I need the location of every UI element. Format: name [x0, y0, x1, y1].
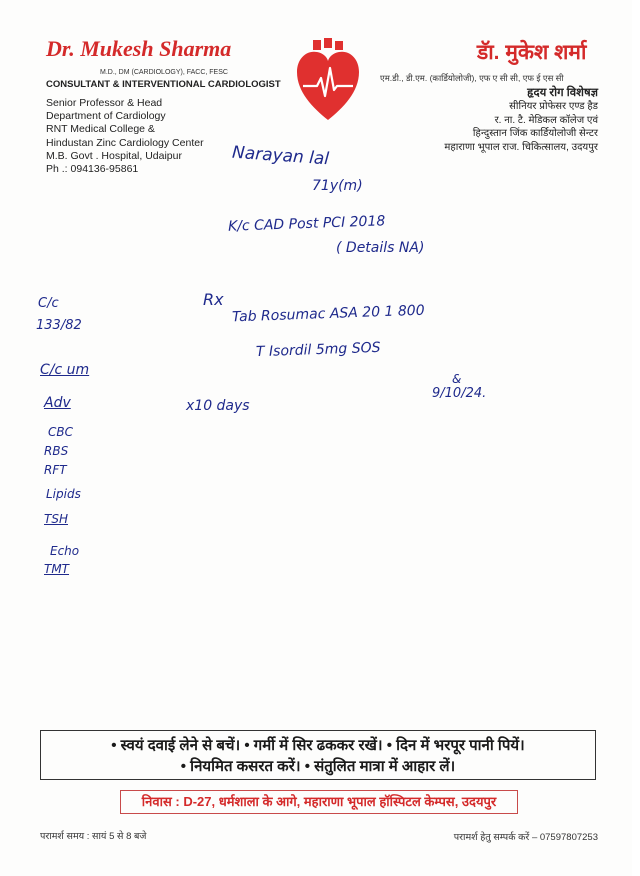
patient-age: 71y(m): [312, 178, 363, 194]
rx-duration: x10 days: [186, 398, 250, 414]
detail-line-hindi: हिन्दुस्तान जिंक कार्डियोलोजी सेन्टर: [472, 128, 598, 140]
heart-ecg-icon: [293, 38, 363, 122]
doctor-name-english: Dr. Mukesh Sharma: [46, 36, 232, 61]
diagnosis: K/c CAD Post PCI 2018: [227, 213, 386, 235]
advice-line: • नियमित कसरत करें। • संतुलित मात्रा में आहार लें।: [180, 758, 456, 775]
doctor-role: CONSULTANT & INTERVENTIONAL CARDIOLOGIST: [46, 79, 281, 90]
page-margin: [632, 0, 640, 876]
diagnosis-details: ( Details NA): [336, 240, 425, 256]
detail-line: RNT Medical College &: [46, 123, 155, 136]
rx-ampersand: &: [452, 372, 462, 386]
doctor-qualifications-hindi: एम.डी., डी.एम. (कार्डियोलोजी), एफ ए सी सी, एफ ई एस सी: [380, 73, 564, 83]
phone-line: Ph .: 094136-95861: [46, 163, 139, 176]
test-item: TMT: [44, 562, 70, 576]
advice-label: Adv: [44, 395, 71, 411]
speciality-hindi: हृदय रोग विशेषज्ञ: [527, 87, 598, 99]
patient-name: Narayan lal: [231, 142, 330, 170]
health-advice-box: [40, 730, 596, 780]
note-label: C/c: [38, 296, 59, 311]
rx-line: T Isordil 5mg SOS: [255, 339, 381, 361]
detail-line: Hindustan Zinc Cardiology Center: [46, 136, 204, 149]
test-item: Echo: [50, 544, 80, 558]
residence-address: निवास : D-27, धर्मशाला के आगे, महाराणा भूपाल हॉस्पिटल केम्पस, उदयपुर: [120, 790, 518, 814]
blood-pressure: 133/82: [36, 318, 82, 333]
rx-symbol: Rx: [203, 290, 224, 309]
test-item: RFT: [44, 463, 67, 477]
consultation-timing: परामर्श समय : सायं 5 से 8 बजे: [40, 831, 147, 842]
detail-line-hindi: र. ना. टै. मेडिकल कॉलेज एवं: [494, 114, 598, 126]
test-item: TSH: [44, 512, 68, 526]
complaint: C/c um: [40, 362, 90, 378]
test-item: Lipids: [46, 487, 81, 501]
doctor-details-hindi: [444, 87, 598, 154]
rx-date: 9/10/24.: [432, 386, 487, 401]
test-item: RBS: [44, 444, 69, 458]
detail-line: Department of Cardiology: [46, 110, 166, 123]
rx-line: Tab Rosumac ASA 20 1 800: [231, 302, 425, 326]
detail-line-hindi: महाराणा भूपाल राज. चिकित्सालय, उदयपुर: [444, 141, 598, 153]
detail-line-hindi: सीनियर प्रोफेसर एण्ड हैड: [509, 101, 598, 113]
advice-line: • स्वयं दवाई लेने से बचें। • गर्मी में सिर ढककर रखें। • दिन में भरपूर पानी पियें।: [111, 737, 525, 754]
detail-line: M.B. Govt . Hospital, Udaipur: [46, 149, 182, 162]
doctor-details-english: [46, 97, 204, 176]
doctor-qualifications: M.D., DM (CARDIOLOGY), FACC, FESC: [100, 69, 228, 76]
test-item: CBC: [48, 425, 73, 439]
detail-line: Senior Professor & Head: [46, 97, 163, 109]
consultation-contact: परामर्श हेतु सम्पर्क करें – 07597807253: [453, 832, 598, 843]
doctor-name-hindi: डॅा. मुकेश शर्मा: [477, 41, 587, 64]
